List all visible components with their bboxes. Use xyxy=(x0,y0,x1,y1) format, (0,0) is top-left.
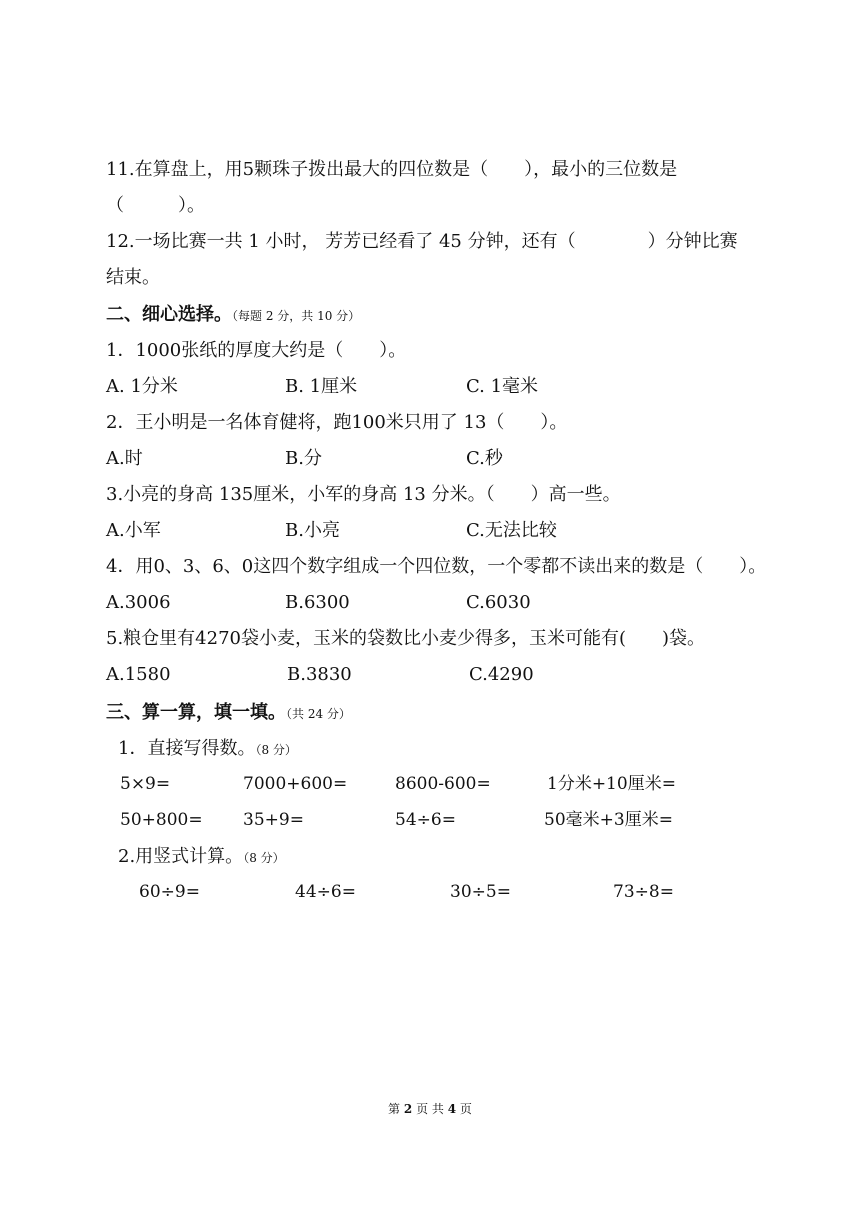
sub1-note: （8 分） xyxy=(255,743,297,757)
choice-3-question: 3.小亮的身高 135厘米，小军的身高 13 分米。（ ）高一些。 xyxy=(106,484,621,505)
choice-2-question: 2．王小明是一名体育健将，跑100米只用了 13（ ）。 xyxy=(106,412,568,433)
choice-3-option-a: A.小军 xyxy=(106,520,161,541)
choice-3-option-c: C.无法比较 xyxy=(466,520,557,541)
choice-2-option-a: A.时 xyxy=(106,448,143,469)
footer-post: 页 xyxy=(459,1102,472,1116)
choice-1-option-b: B. 1厘米 xyxy=(285,376,358,397)
section2-heading xyxy=(106,302,360,329)
q11-line2: （ ）。 xyxy=(106,195,205,216)
choice-5-option-c: C.4290 xyxy=(469,664,534,685)
vertical-2: 44÷6= xyxy=(295,882,356,902)
choice-1-question: 1．1000张纸的厚度大约是（ ）。 xyxy=(106,340,407,361)
q12-line2: 结束。 xyxy=(106,267,160,288)
mental-2-2: 35+9= xyxy=(243,810,304,830)
section2-title: 二、细心选择。 xyxy=(106,304,232,325)
footer-page-number: 2 xyxy=(403,1102,413,1116)
choice-3-option-b: B.小亮 xyxy=(285,520,340,541)
choice-1-option-a: A. 1分米 xyxy=(106,376,178,397)
footer-mid: 页 共 xyxy=(416,1102,444,1116)
sub2-label: 2.用竖式计算。 xyxy=(118,846,244,867)
q11-line1: 11.在算盘上，用5颗珠子拨出最大的四位数是（ ），最小的三位数是 xyxy=(106,159,678,180)
section3-title: 三、算一算，填一填。 xyxy=(106,702,286,723)
choice-4-question: 4．用0、3、6、0这四个数字组成一个四位数，一个零都不读出来的数是（ ）。 xyxy=(106,556,767,577)
choice-2-option-b: B.分 xyxy=(285,448,322,469)
mental-1-4: 1分米+10厘米= xyxy=(547,774,676,794)
section2-note: （每题 2 分，共 10 分） xyxy=(232,309,361,323)
mental-2-1: 50+800= xyxy=(120,810,203,830)
choice-4-option-b: B.6300 xyxy=(285,592,350,613)
footer-total-pages: 4 xyxy=(447,1102,457,1116)
choice-4-option-c: C.6030 xyxy=(466,592,531,613)
mental-1-1: 5×9= xyxy=(120,774,171,794)
footer-pre: 第 xyxy=(388,1102,401,1116)
section3-note: （共 24 分） xyxy=(286,707,351,721)
vertical-1: 60÷9= xyxy=(139,882,200,902)
vertical-3: 30÷5= xyxy=(450,882,511,902)
mental-1-3: 8600-600= xyxy=(395,774,491,794)
choice-2-option-c: C.秒 xyxy=(466,448,503,469)
page-footer xyxy=(0,1101,860,1117)
mental-1-2: 7000+600= xyxy=(243,774,348,794)
choice-5-option-b: B.3830 xyxy=(287,664,352,685)
sub1-label: 1．直接写得数。 xyxy=(118,738,256,759)
mental-2-4: 50毫米+3厘米= xyxy=(544,810,673,830)
sub2-heading xyxy=(118,844,285,871)
sub1-heading xyxy=(118,736,297,763)
choice-4-option-a: A.3006 xyxy=(106,592,171,613)
mental-2-3: 54÷6= xyxy=(395,810,456,830)
choice-5-question: 5.粮仓里有4270袋小麦，玉米的袋数比小麦少得多，玉米可能有( )袋。 xyxy=(106,628,706,649)
choice-5-option-a: A.1580 xyxy=(106,664,171,685)
q12-line1: 12.一场比赛一共 1 小时， 芳芳已经看了 45 分钟，还有（ ）分钟比赛 xyxy=(106,231,738,252)
section3-heading xyxy=(106,700,351,727)
choice-1-option-c: C. 1毫米 xyxy=(466,376,539,397)
sub2-note: （8 分） xyxy=(243,851,285,865)
vertical-4: 73÷8= xyxy=(613,882,674,902)
